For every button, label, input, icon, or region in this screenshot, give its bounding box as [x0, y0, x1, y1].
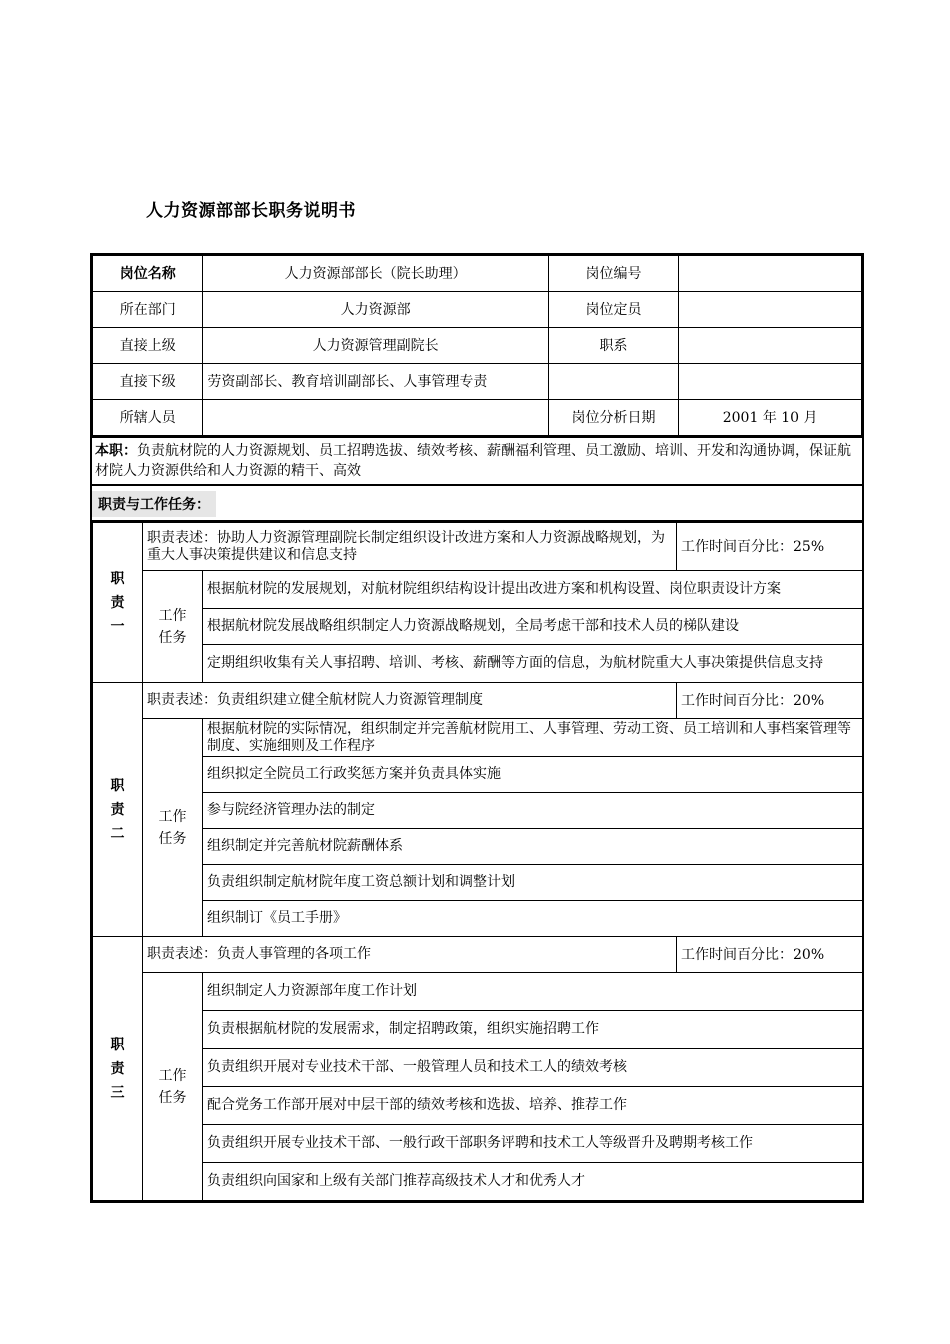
- info-value: [679, 364, 862, 400]
- duty-pct: 工作时间百分比：25%: [677, 523, 863, 571]
- task-item: 负责组织开展对专业技术干部、一般管理人员和技术工人的绩效考核: [203, 1049, 863, 1087]
- task-row: [93, 1163, 863, 1201]
- duty-desc-row: [93, 523, 863, 571]
- duty-desc-row: [93, 937, 863, 973]
- task-row: [93, 571, 863, 609]
- info-value: 人力资源部: [203, 292, 548, 328]
- info-label: 岗位分析日期: [548, 400, 679, 436]
- task-row: [93, 1049, 863, 1087]
- task-item: 负责根据航材院的发展需求，制定招聘政策，组织实施招聘工作: [203, 1011, 863, 1049]
- info-label: 所在部门: [93, 292, 203, 328]
- duty-name-2: 职 责 二: [93, 683, 143, 937]
- job-description-form: [90, 253, 864, 1203]
- task-row: [93, 973, 863, 1011]
- task-row: [93, 719, 863, 757]
- info-label: 直接上级: [93, 328, 203, 364]
- info-row: [93, 256, 862, 292]
- task-row: [93, 901, 863, 937]
- duty-name-1: 职 责 一: [93, 523, 143, 683]
- task-row: [93, 865, 863, 901]
- duty-pct: 工作时间百分比：20%: [677, 937, 863, 973]
- info-row: [93, 328, 862, 364]
- info-value: 2001 年 10 月: [679, 400, 862, 436]
- duties-table: [92, 522, 863, 1201]
- task-item: 组织制订《员工手册》: [203, 901, 863, 937]
- core-duty-block: [92, 436, 862, 486]
- duty-name-3: 职 责 三: [93, 937, 143, 1201]
- core-duty-text: [92, 437, 862, 485]
- task-item: 根据航材院的实际情况，组织制定并完善航材院用工、人事管理、劳动工资、员工培训和人事档案管理等制度、实施细则及工作程序: [203, 719, 863, 757]
- task-row: [93, 1125, 863, 1163]
- task-item: 组织拟定全院员工行政奖惩方案并负责具体实施: [203, 757, 863, 793]
- core-duty-label: 本职：: [95, 443, 137, 459]
- info-value: 人力资源部部长（院长助理）: [203, 256, 548, 292]
- task-item: 组织制定人力资源部年度工作计划: [203, 973, 863, 1011]
- info-label: 岗位编号: [548, 256, 679, 292]
- info-value: [679, 292, 862, 328]
- page-title: 人力资源部部长职务说明书: [146, 201, 356, 221]
- info-label: 岗位名称: [93, 256, 203, 292]
- info-row: [93, 400, 862, 436]
- task-item: 负责组织制定航材院年度工资总额计划和调整计划: [203, 865, 863, 901]
- info-value: 人力资源管理副院长: [203, 328, 548, 364]
- duty-desc-row: [93, 683, 863, 719]
- task-item: 组织制定并完善航材院薪酬体系: [203, 829, 863, 865]
- info-label: 直接下级: [93, 364, 203, 400]
- task-label: 工作 任务: [143, 719, 203, 937]
- duty-desc: 职责表述：负责组织建立健全航材院人力资源管理制度: [143, 683, 677, 719]
- task-item: 负责组织向国家和上级有关部门推荐高级技术人才和优秀人才: [203, 1163, 863, 1201]
- task-row: [93, 1011, 863, 1049]
- info-row: [93, 364, 862, 400]
- task-row: [93, 829, 863, 865]
- task-row: [93, 1087, 863, 1125]
- duty-pct: 工作时间百分比：20%: [677, 683, 863, 719]
- info-value: [679, 328, 862, 364]
- task-label: 工作 任务: [143, 571, 203, 683]
- info-label: [548, 364, 679, 400]
- task-item: 根据航材院发展战略组织制定人力资源战略规划，全局考虑干部和技术人员的梯队建设: [203, 609, 863, 645]
- info-label: 所辖人员: [93, 400, 203, 436]
- info-label: 职系: [548, 328, 679, 364]
- info-label: 岗位定员: [548, 292, 679, 328]
- task-item: 负责组织开展专业技术干部、一般行政干部职务评聘和技术工人等级晋升及聘期考核工作: [203, 1125, 863, 1163]
- info-value: [203, 400, 548, 436]
- task-item: 根据航材院的发展规划，对航材院组织结构设计提出改进方案和机构设置、岗位职责设计方案: [203, 571, 863, 609]
- task-item: 配合党务工作部开展对中层干部的绩效考核和选拔、培养、推荐工作: [203, 1087, 863, 1125]
- task-row: [93, 609, 863, 645]
- task-label: 工作 任务: [143, 973, 203, 1201]
- info-row: [93, 292, 862, 328]
- duty-desc: 职责表述：协助人力资源管理副院长制定组织设计改进方案和人力资源战略规划，为重大人事决策提供建议和信息支持: [143, 523, 677, 571]
- info-value: [679, 256, 862, 292]
- task-item: 参与院经济管理办法的制定: [203, 793, 863, 829]
- duty-desc: 职责表述：负责人事管理的各项工作: [143, 937, 677, 973]
- task-row: [93, 757, 863, 793]
- section-title: 职责与工作任务：: [92, 491, 216, 517]
- task-row: [93, 645, 863, 683]
- section-header: [92, 486, 862, 522]
- basic-info-table: [92, 255, 862, 436]
- task-row: [93, 793, 863, 829]
- task-item: 定期组织收集有关人事招聘、培训、考核、薪酬等方面的信息，为航材院重大人事决策提供信息支持: [203, 645, 863, 683]
- info-value: 劳资副部长、教育培训副部长、人事管理专责: [203, 364, 548, 400]
- core-duty-content: 负责航材院的人力资源规划、员工招聘选拔、绩效考核、薪酬福利管理、员工激励、培训、开发和沟通协调，保证航材院人力资源供给和人力资源的精干、高效: [95, 443, 851, 479]
